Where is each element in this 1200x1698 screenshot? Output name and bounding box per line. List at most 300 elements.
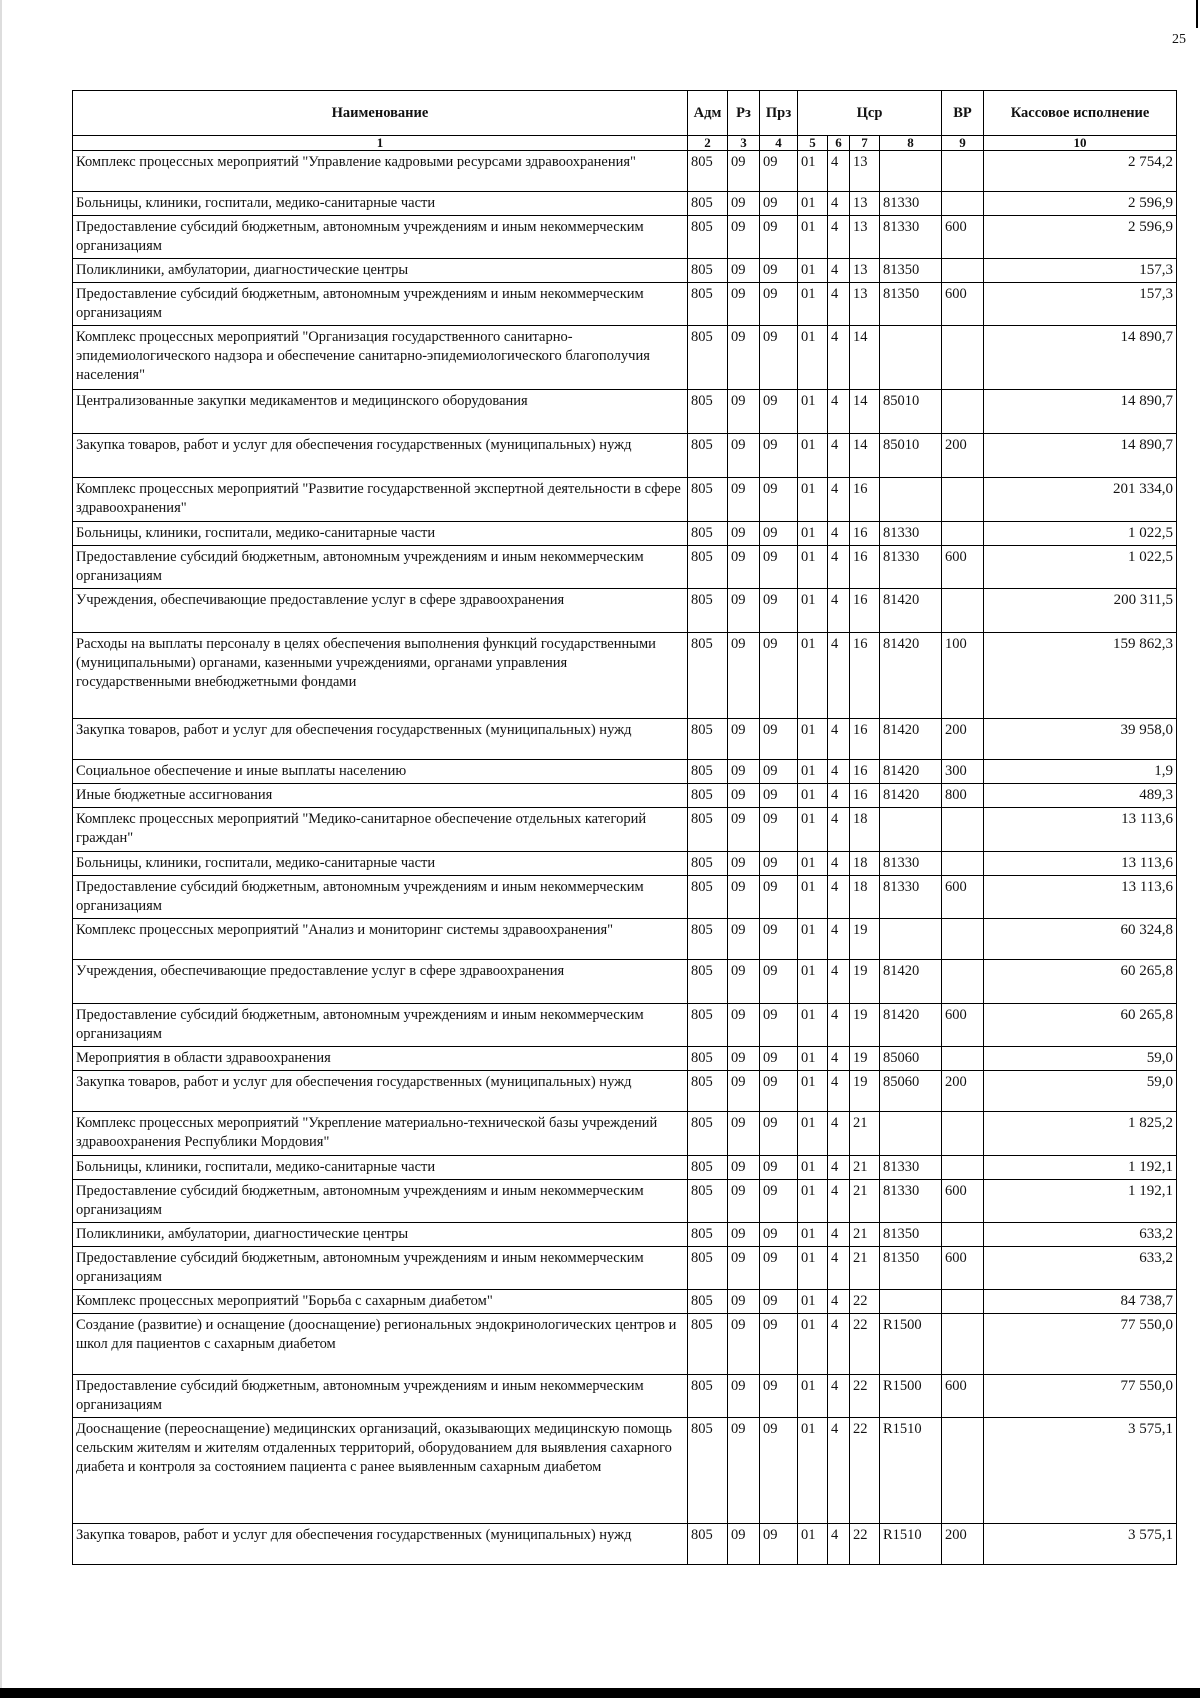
page-number: 25	[1172, 32, 1186, 47]
row-csr-program: 01	[798, 259, 828, 283]
row-adm: 805	[688, 808, 728, 852]
table-row	[73, 522, 1177, 546]
header-name: Наименование	[73, 91, 688, 136]
row-csr-program: 01	[798, 283, 828, 326]
row-name: Комплекс процессных мероприятий "Медико-санитарное обеспечение отдельных категорий граждан"	[73, 808, 688, 852]
row-csr-program: 01	[798, 1314, 828, 1375]
row-csr-program: 01	[798, 326, 828, 390]
row-prz: 09	[760, 760, 798, 784]
row-adm: 805	[688, 283, 728, 326]
row-vr	[942, 1314, 984, 1375]
header-adm: Адм	[688, 91, 728, 136]
row-csr-direction: 81330	[880, 1156, 942, 1180]
row-adm: 805	[688, 1314, 728, 1375]
row-csr-complex: 16	[850, 546, 880, 589]
row-csr-complex: 22	[850, 1524, 880, 1565]
row-csr-program: 01	[798, 192, 828, 216]
row-vr	[942, 1156, 984, 1180]
row-name: Закупка товаров, работ и услуг для обеспечения государственных (муниципальных) нужд	[73, 434, 688, 478]
header-rz: Рз	[728, 91, 760, 136]
row-adm: 805	[688, 852, 728, 876]
row-csr-direction	[880, 478, 942, 522]
row-adm: 805	[688, 522, 728, 546]
row-csr-program: 01	[798, 1524, 828, 1565]
row-csr-complex: 22	[850, 1314, 880, 1375]
row-name: Предоставление субсидий бюджетным, автономным учреждениям и иным некоммерческим организациям	[73, 283, 688, 326]
row-prz: 09	[760, 1071, 798, 1112]
row-name: Учреждения, обеспечивающие предоставление услуг в сфере здравоохранения	[73, 589, 688, 633]
row-name: Комплекс процессных мероприятий "Анализ и мониторинг системы здравоохранения"	[73, 919, 688, 960]
row-csr-complex: 14	[850, 434, 880, 478]
table-row	[73, 326, 1177, 390]
row-vr	[942, 852, 984, 876]
row-amount: 1 825,2	[984, 1112, 1177, 1156]
row-rz: 09	[728, 1314, 760, 1375]
row-csr-direction: 81350	[880, 259, 942, 283]
row-vr	[942, 919, 984, 960]
row-amount: 14 890,7	[984, 326, 1177, 390]
row-rz: 09	[728, 784, 760, 808]
row-csr-complex: 13	[850, 283, 880, 326]
row-name: Больницы, клиники, госпитали, медико-санитарные части	[73, 852, 688, 876]
row-name: Предоставление субсидий бюджетным, автономным учреждениям и иным некоммерческим организациям	[73, 1004, 688, 1047]
row-csr-type: 4	[828, 478, 850, 522]
row-adm: 805	[688, 719, 728, 760]
row-csr-program: 01	[798, 1223, 828, 1247]
row-amount: 1 192,1	[984, 1156, 1177, 1180]
row-amount: 13 113,6	[984, 852, 1177, 876]
row-adm: 805	[688, 1375, 728, 1418]
row-csr-type: 4	[828, 259, 850, 283]
row-amount: 157,3	[984, 283, 1177, 326]
row-csr-type: 4	[828, 1047, 850, 1071]
row-csr-type: 4	[828, 919, 850, 960]
row-vr: 600	[942, 216, 984, 259]
table-row	[73, 1112, 1177, 1156]
row-csr-direction: 81330	[880, 192, 942, 216]
row-rz: 09	[728, 1112, 760, 1156]
table-row	[73, 960, 1177, 1004]
row-csr-program: 01	[798, 719, 828, 760]
row-name: Комплекс процессных мероприятий "Развитие государственной экспертной деятельности в сфере здравоохранения"	[73, 478, 688, 522]
row-vr: 600	[942, 876, 984, 919]
row-csr-type: 4	[828, 589, 850, 633]
row-amount: 2 596,9	[984, 216, 1177, 259]
row-prz: 09	[760, 1223, 798, 1247]
row-csr-program: 01	[798, 1180, 828, 1223]
row-csr-complex: 16	[850, 478, 880, 522]
row-csr-program: 01	[798, 760, 828, 784]
row-csr-program: 01	[798, 390, 828, 434]
row-rz: 09	[728, 633, 760, 719]
row-adm: 805	[688, 1156, 728, 1180]
row-adm: 805	[688, 1004, 728, 1047]
row-rz: 09	[728, 1180, 760, 1223]
row-csr-type: 4	[828, 1156, 850, 1180]
row-prz: 09	[760, 216, 798, 259]
row-name: Иные бюджетные ассигнования	[73, 784, 688, 808]
row-name: Мероприятия в области здравоохранения	[73, 1047, 688, 1071]
table-row	[73, 1418, 1177, 1524]
row-prz: 09	[760, 589, 798, 633]
row-name: Больницы, клиники, госпитали, медико-санитарные части	[73, 522, 688, 546]
row-prz: 09	[760, 1112, 798, 1156]
row-name: Предоставление субсидий бюджетным, автономным учреждениям и иным некоммерческим организациям	[73, 1180, 688, 1223]
row-adm: 805	[688, 1112, 728, 1156]
row-adm: 805	[688, 1223, 728, 1247]
row-csr-direction: 81330	[880, 1180, 942, 1223]
column-number: 7	[850, 136, 880, 151]
row-amount: 77 550,0	[984, 1375, 1177, 1418]
row-csr-complex: 19	[850, 960, 880, 1004]
row-amount: 59,0	[984, 1071, 1177, 1112]
row-csr-type: 4	[828, 760, 850, 784]
row-csr-direction: 85060	[880, 1071, 942, 1112]
row-adm: 805	[688, 876, 728, 919]
row-vr: 600	[942, 1247, 984, 1290]
row-csr-program: 01	[798, 151, 828, 192]
row-csr-complex: 13	[850, 151, 880, 192]
row-prz: 09	[760, 876, 798, 919]
row-name: Комплекс процессных мероприятий "Управление кадровыми ресурсами здравоохранения"	[73, 151, 688, 192]
row-csr-type: 4	[828, 1290, 850, 1314]
row-rz: 09	[728, 1047, 760, 1071]
row-adm: 805	[688, 1524, 728, 1565]
row-csr-type: 4	[828, 1004, 850, 1047]
row-vr: 200	[942, 719, 984, 760]
row-csr-direction	[880, 919, 942, 960]
row-rz: 09	[728, 808, 760, 852]
row-name: Больницы, клиники, госпитали, медико-санитарные части	[73, 1156, 688, 1180]
row-amount: 13 113,6	[984, 876, 1177, 919]
row-csr-type: 4	[828, 216, 850, 259]
row-csr-type: 4	[828, 390, 850, 434]
row-vr	[942, 478, 984, 522]
row-name: Предоставление субсидий бюджетным, автономным учреждениям и иным некоммерческим организациям	[73, 216, 688, 259]
row-adm: 805	[688, 390, 728, 434]
column-number: 10	[984, 136, 1177, 151]
row-adm: 805	[688, 784, 728, 808]
table-row	[73, 151, 1177, 192]
row-csr-complex: 21	[850, 1247, 880, 1290]
table-body	[73, 151, 1177, 1565]
row-csr-complex: 19	[850, 1071, 880, 1112]
table-row	[73, 434, 1177, 478]
row-amount: 84 738,7	[984, 1290, 1177, 1314]
row-csr-program: 01	[798, 633, 828, 719]
row-rz: 09	[728, 478, 760, 522]
row-csr-direction: 85010	[880, 390, 942, 434]
row-amount: 159 862,3	[984, 633, 1177, 719]
table-row	[73, 1180, 1177, 1223]
row-prz: 09	[760, 192, 798, 216]
row-rz: 09	[728, 192, 760, 216]
row-name: Поликлиники, амбулатории, диагностические центры	[73, 1223, 688, 1247]
row-csr-direction: 81330	[880, 876, 942, 919]
table-row	[73, 1290, 1177, 1314]
scan-left-edge	[0, 0, 2, 1698]
row-vr	[942, 259, 984, 283]
table-row	[73, 808, 1177, 852]
row-amount: 633,2	[984, 1247, 1177, 1290]
row-csr-program: 01	[798, 784, 828, 808]
row-name: Учреждения, обеспечивающие предоставление услуг в сфере здравоохранения	[73, 960, 688, 1004]
row-csr-program: 01	[798, 876, 828, 919]
row-csr-direction: R1500	[880, 1314, 942, 1375]
row-amount: 1 022,5	[984, 546, 1177, 589]
row-name: Закупка товаров, работ и услуг для обеспечения государственных (муниципальных) нужд	[73, 1524, 688, 1565]
row-adm: 805	[688, 546, 728, 589]
row-prz: 09	[760, 1314, 798, 1375]
row-csr-direction: 81350	[880, 1223, 942, 1247]
row-rz: 09	[728, 1418, 760, 1524]
table-row	[73, 1004, 1177, 1047]
row-prz: 09	[760, 1156, 798, 1180]
row-rz: 09	[728, 919, 760, 960]
row-name: Дооснащение (переоснащение) медицинских организаций, оказывающих медицинскую помощь сельским жителям и жителям отдаленных территорий, оборудованием для выявления сахарного диабета и контроля за состоянием пациента с ранее выявленным сахарным диабетом	[73, 1418, 688, 1524]
row-vr: 300	[942, 760, 984, 784]
row-rz: 09	[728, 1156, 760, 1180]
row-csr-program: 01	[798, 546, 828, 589]
row-rz: 09	[728, 259, 760, 283]
row-vr: 600	[942, 1375, 984, 1418]
row-rz: 09	[728, 522, 760, 546]
table-row	[73, 589, 1177, 633]
table-row	[73, 1071, 1177, 1112]
row-csr-type: 4	[828, 960, 850, 1004]
row-prz: 09	[760, 1418, 798, 1524]
row-adm: 805	[688, 478, 728, 522]
row-prz: 09	[760, 1004, 798, 1047]
row-adm: 805	[688, 919, 728, 960]
row-rz: 09	[728, 1247, 760, 1290]
row-csr-direction: 85060	[880, 1047, 942, 1071]
budget-execution-table	[72, 90, 1177, 1565]
row-csr-program: 01	[798, 1247, 828, 1290]
row-vr: 600	[942, 1180, 984, 1223]
row-csr-program: 01	[798, 1375, 828, 1418]
row-amount: 60 265,8	[984, 1004, 1177, 1047]
row-prz: 09	[760, 283, 798, 326]
row-csr-direction	[880, 151, 942, 192]
row-csr-direction: 81420	[880, 960, 942, 1004]
row-vr	[942, 522, 984, 546]
row-csr-type: 4	[828, 1375, 850, 1418]
row-rz: 09	[728, 546, 760, 589]
column-number: 8	[880, 136, 942, 151]
row-prz: 09	[760, 633, 798, 719]
row-csr-type: 4	[828, 192, 850, 216]
row-csr-type: 4	[828, 326, 850, 390]
row-vr	[942, 151, 984, 192]
row-rz: 09	[728, 852, 760, 876]
row-name: Социальное обеспечение и иные выплаты населению	[73, 760, 688, 784]
row-csr-type: 4	[828, 546, 850, 589]
table-row	[73, 852, 1177, 876]
row-csr-direction: 81420	[880, 633, 942, 719]
row-csr-type: 4	[828, 151, 850, 192]
table-row	[73, 192, 1177, 216]
row-vr	[942, 1112, 984, 1156]
row-name: Расходы на выплаты персоналу в целях обеспечения выполнения функций государственными (муниципальными) органами, казенными учреждениями, органами управления государственными внебюджетными фондами	[73, 633, 688, 719]
row-csr-direction: 81330	[880, 522, 942, 546]
column-number: 6	[828, 136, 850, 151]
row-csr-program: 01	[798, 1071, 828, 1112]
row-adm: 805	[688, 1180, 728, 1223]
row-prz: 09	[760, 1375, 798, 1418]
row-csr-complex: 22	[850, 1418, 880, 1524]
table-row	[73, 1156, 1177, 1180]
table-row	[73, 1375, 1177, 1418]
row-name: Предоставление субсидий бюджетным, автономным учреждениям и иным некоммерческим организациям	[73, 546, 688, 589]
row-csr-type: 4	[828, 1247, 850, 1290]
row-csr-program: 01	[798, 1418, 828, 1524]
table-row	[73, 876, 1177, 919]
row-name: Создание (развитие) и оснащение (дооснащение) региональных эндокринологических центров и школ для пациентов с сахарным диабетом	[73, 1314, 688, 1375]
row-csr-complex: 16	[850, 633, 880, 719]
row-csr-complex: 21	[850, 1223, 880, 1247]
row-prz: 09	[760, 1524, 798, 1565]
row-csr-type: 4	[828, 1223, 850, 1247]
row-csr-type: 4	[828, 522, 850, 546]
row-csr-type: 4	[828, 784, 850, 808]
row-csr-complex: 13	[850, 192, 880, 216]
row-amount: 60 324,8	[984, 919, 1177, 960]
row-vr	[942, 1047, 984, 1071]
row-csr-complex: 19	[850, 919, 880, 960]
row-csr-type: 4	[828, 633, 850, 719]
table-row	[73, 1524, 1177, 1565]
row-adm: 805	[688, 1290, 728, 1314]
row-csr-direction: 85010	[880, 434, 942, 478]
table-row	[73, 784, 1177, 808]
row-prz: 09	[760, 151, 798, 192]
row-csr-complex: 13	[850, 216, 880, 259]
row-prz: 09	[760, 1180, 798, 1223]
row-amount: 489,3	[984, 784, 1177, 808]
row-csr-complex: 16	[850, 589, 880, 633]
row-csr-program: 01	[798, 1290, 828, 1314]
header-csr: Цср	[798, 91, 942, 136]
row-name: Комплекс процессных мероприятий "Борьба с сахарным диабетом"	[73, 1290, 688, 1314]
row-adm: 805	[688, 1247, 728, 1290]
row-csr-complex: 13	[850, 259, 880, 283]
row-prz: 09	[760, 919, 798, 960]
row-csr-program: 01	[798, 1156, 828, 1180]
row-csr-type: 4	[828, 283, 850, 326]
row-csr-program: 01	[798, 1004, 828, 1047]
row-csr-program: 01	[798, 960, 828, 1004]
column-number: 4	[760, 136, 798, 151]
row-rz: 09	[728, 876, 760, 919]
row-csr-program: 01	[798, 216, 828, 259]
table-row	[73, 390, 1177, 434]
header-vr: ВР	[942, 91, 984, 136]
row-csr-direction	[880, 1112, 942, 1156]
row-csr-program: 01	[798, 852, 828, 876]
table-row	[73, 546, 1177, 589]
row-csr-complex: 21	[850, 1180, 880, 1223]
row-adm: 805	[688, 216, 728, 259]
row-amount: 1 022,5	[984, 522, 1177, 546]
column-number: 9	[942, 136, 984, 151]
row-prz: 09	[760, 1290, 798, 1314]
row-vr	[942, 390, 984, 434]
row-adm: 805	[688, 960, 728, 1004]
row-rz: 09	[728, 719, 760, 760]
row-vr	[942, 1418, 984, 1524]
row-csr-complex: 16	[850, 719, 880, 760]
row-name: Закупка товаров, работ и услуг для обеспечения государственных (муниципальных) нужд	[73, 719, 688, 760]
row-csr-type: 4	[828, 1314, 850, 1375]
row-name: Поликлиники, амбулатории, диагностические центры	[73, 259, 688, 283]
row-csr-direction: 81330	[880, 852, 942, 876]
table-row	[73, 1314, 1177, 1375]
row-amount: 1 192,1	[984, 1180, 1177, 1223]
row-amount: 3 575,1	[984, 1524, 1177, 1565]
row-csr-type: 4	[828, 434, 850, 478]
row-adm: 805	[688, 1047, 728, 1071]
row-amount: 59,0	[984, 1047, 1177, 1071]
column-number: 2	[688, 136, 728, 151]
row-csr-program: 01	[798, 434, 828, 478]
row-csr-complex: 19	[850, 1047, 880, 1071]
row-csr-complex: 18	[850, 808, 880, 852]
row-csr-type: 4	[828, 808, 850, 852]
row-csr-complex: 21	[850, 1112, 880, 1156]
row-adm: 805	[688, 1071, 728, 1112]
row-vr	[942, 960, 984, 1004]
row-rz: 09	[728, 589, 760, 633]
row-name: Предоставление субсидий бюджетным, автономным учреждениям и иным некоммерческим организациям	[73, 1375, 688, 1418]
row-csr-type: 4	[828, 1180, 850, 1223]
row-prz: 09	[760, 259, 798, 283]
row-vr: 600	[942, 546, 984, 589]
table-row	[73, 283, 1177, 326]
row-csr-direction: 81420	[880, 719, 942, 760]
row-csr-direction: 81420	[880, 760, 942, 784]
row-csr-program: 01	[798, 919, 828, 960]
row-prz: 09	[760, 390, 798, 434]
row-prz: 09	[760, 960, 798, 1004]
column-number: 1	[73, 136, 688, 151]
row-amount: 60 265,8	[984, 960, 1177, 1004]
row-vr: 200	[942, 1524, 984, 1565]
row-prz: 09	[760, 478, 798, 522]
row-csr-type: 4	[828, 719, 850, 760]
row-adm: 805	[688, 434, 728, 478]
row-adm: 805	[688, 1418, 728, 1524]
row-csr-complex: 18	[850, 852, 880, 876]
table-row	[73, 1223, 1177, 1247]
row-csr-complex: 14	[850, 326, 880, 390]
column-number-row	[73, 136, 1177, 151]
row-csr-type: 4	[828, 1524, 850, 1565]
row-rz: 09	[728, 283, 760, 326]
row-prz: 09	[760, 434, 798, 478]
row-vr	[942, 192, 984, 216]
row-csr-direction: 81420	[880, 784, 942, 808]
row-amount: 14 890,7	[984, 390, 1177, 434]
table-row	[73, 259, 1177, 283]
row-amount: 201 334,0	[984, 478, 1177, 522]
row-csr-type: 4	[828, 1418, 850, 1524]
row-prz: 09	[760, 326, 798, 390]
row-rz: 09	[728, 390, 760, 434]
table-row	[73, 1247, 1177, 1290]
row-csr-type: 4	[828, 876, 850, 919]
row-rz: 09	[728, 960, 760, 1004]
